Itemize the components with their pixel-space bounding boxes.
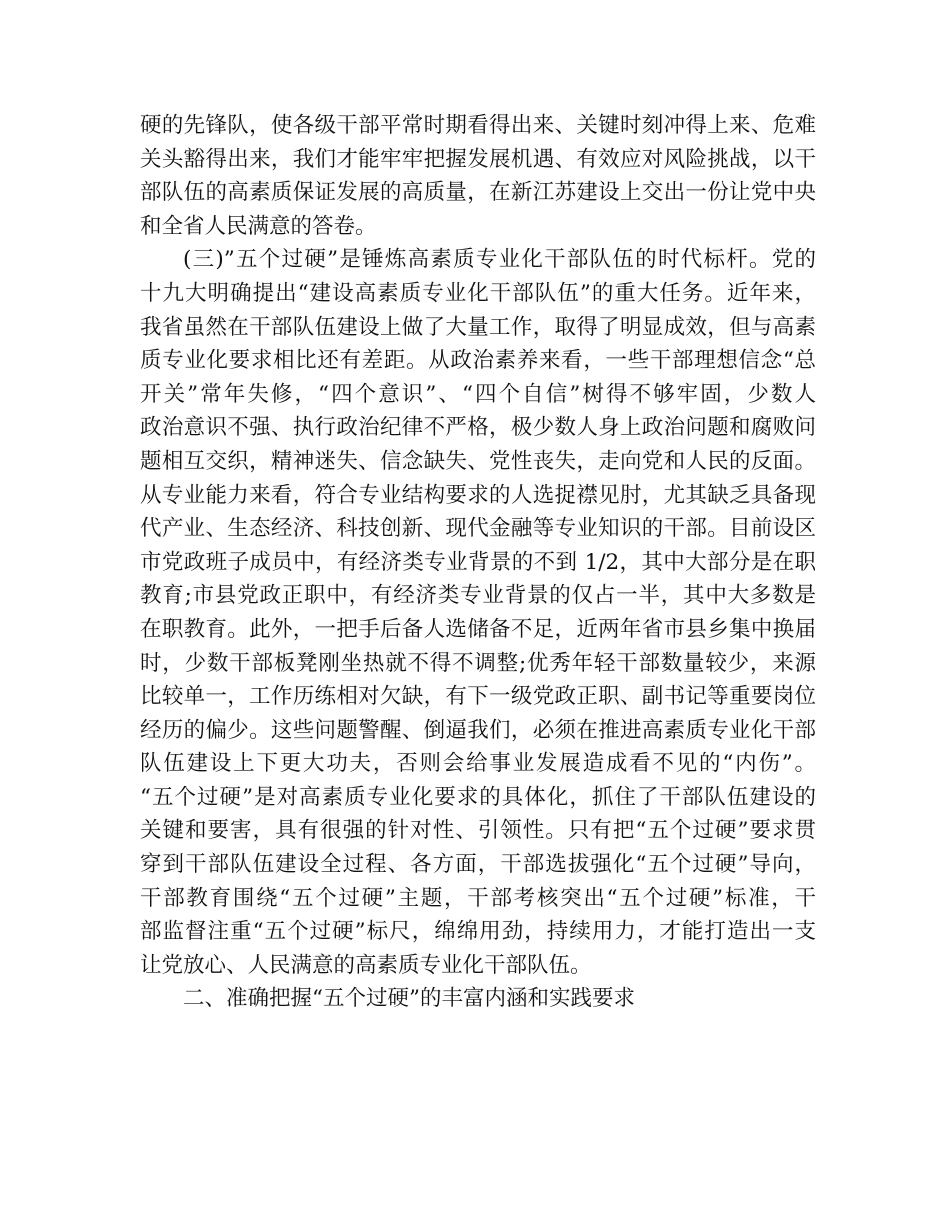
text-line: 质专业化要求相比还有差距。从政治素养来看，一些干部理想信念“总: [140, 348, 816, 374]
text-line: 比较单一，工作历练相对欠缺，有下一级党政正职、副书记等重要岗位: [140, 684, 816, 710]
document-body: [140, 109, 816, 1016]
text-line: 部监督注重“五个过硬”标尺，绵绵用劲，持续用力，才能打造出一支: [140, 919, 816, 945]
text-line: 关键和要害，具有很强的针对性、引领性。只有把“五个过硬”要求贯: [140, 818, 816, 844]
text-line: 硬的先锋队，使各级干部平常时期看得出来、关键时刻冲得上来、危难: [140, 113, 816, 138]
text-line: 在职教育。此外，一把手后备人选储备不足，近两年省市县乡集中换届: [140, 616, 816, 642]
text-line: “五个过硬”是对高素质专业化要求的具体化，抓住了干部队伍建设的: [140, 784, 816, 810]
text-line: 从专业能力来看，符合专业结构要求的人选捉襟见肘，尤其缺乏具备现: [140, 482, 816, 508]
section-heading-line: (三)”五个过硬”是锤炼高素质专业化干部队伍的时代标杆。党的: [183, 247, 816, 273]
text-line: 代产业、生态经济、科技创新、现代金融等专业知识的干部。目前设区: [140, 516, 816, 542]
text-line: 市党政班子成员中，有经济类专业背景的不到 1/2，其中大部分是在职: [140, 549, 816, 575]
text-line: 让党放心、人民满意的高素质专业化干部队伍。: [140, 952, 592, 978]
text-line: 十九大明确提出“建设高素质专业化干部队伍”的重大任务。近年来，: [140, 280, 816, 306]
text-line: 我省虽然在干部队伍建设上做了大量工作，取得了明显成效，但与高素: [140, 314, 816, 340]
text-line: 关头豁得出来，我们才能牢牢把握发展机遇、有效应对风险挑战，以干: [140, 146, 816, 172]
section-heading: 二、准确把握“五个过硬”的丰富内涵和实践要求: [183, 986, 635, 1012]
text-line: 干部教育围绕“五个过硬”主题，干部考核突出“五个过硬”标准，干: [140, 885, 816, 911]
text-line: 开关”常年失修，“四个意识”、“四个自信”树得不够牢固，少数人: [140, 381, 816, 407]
text-line: 部队伍的高素质保证发展的高质量，在新江苏建设上交出一份让党中央: [140, 180, 816, 206]
text-line: 题相互交织，精神迷失、信念缺失、党性丧失，走向党和人民的反面。: [140, 448, 816, 474]
text-line: 经历的偏少。这些问题警醒、倒逼我们，必须在推进高素质专业化干部: [140, 717, 816, 743]
text-line: 教育;市县党政正职中，有经济类专业背景的仅占一半，其中大多数是: [140, 583, 816, 609]
text-line: 时，少数干部板凳刚坐热就不得不调整;优秀年轻干部数量较少，来源: [140, 650, 816, 676]
text-line: 政治意识不强、执行政治纪律不严格，极少数人身上政治问题和腐败问: [140, 415, 816, 441]
text-line: 队伍建设上下更大功夫，否则会给事业发展造成看不见的“内伤”。: [140, 751, 816, 777]
text-line: 穿到干部队伍建设全过程、各方面，干部选拔强化“五个过硬”导向，: [140, 852, 816, 878]
text-line: 和全省人民满意的答卷。: [140, 213, 377, 239]
